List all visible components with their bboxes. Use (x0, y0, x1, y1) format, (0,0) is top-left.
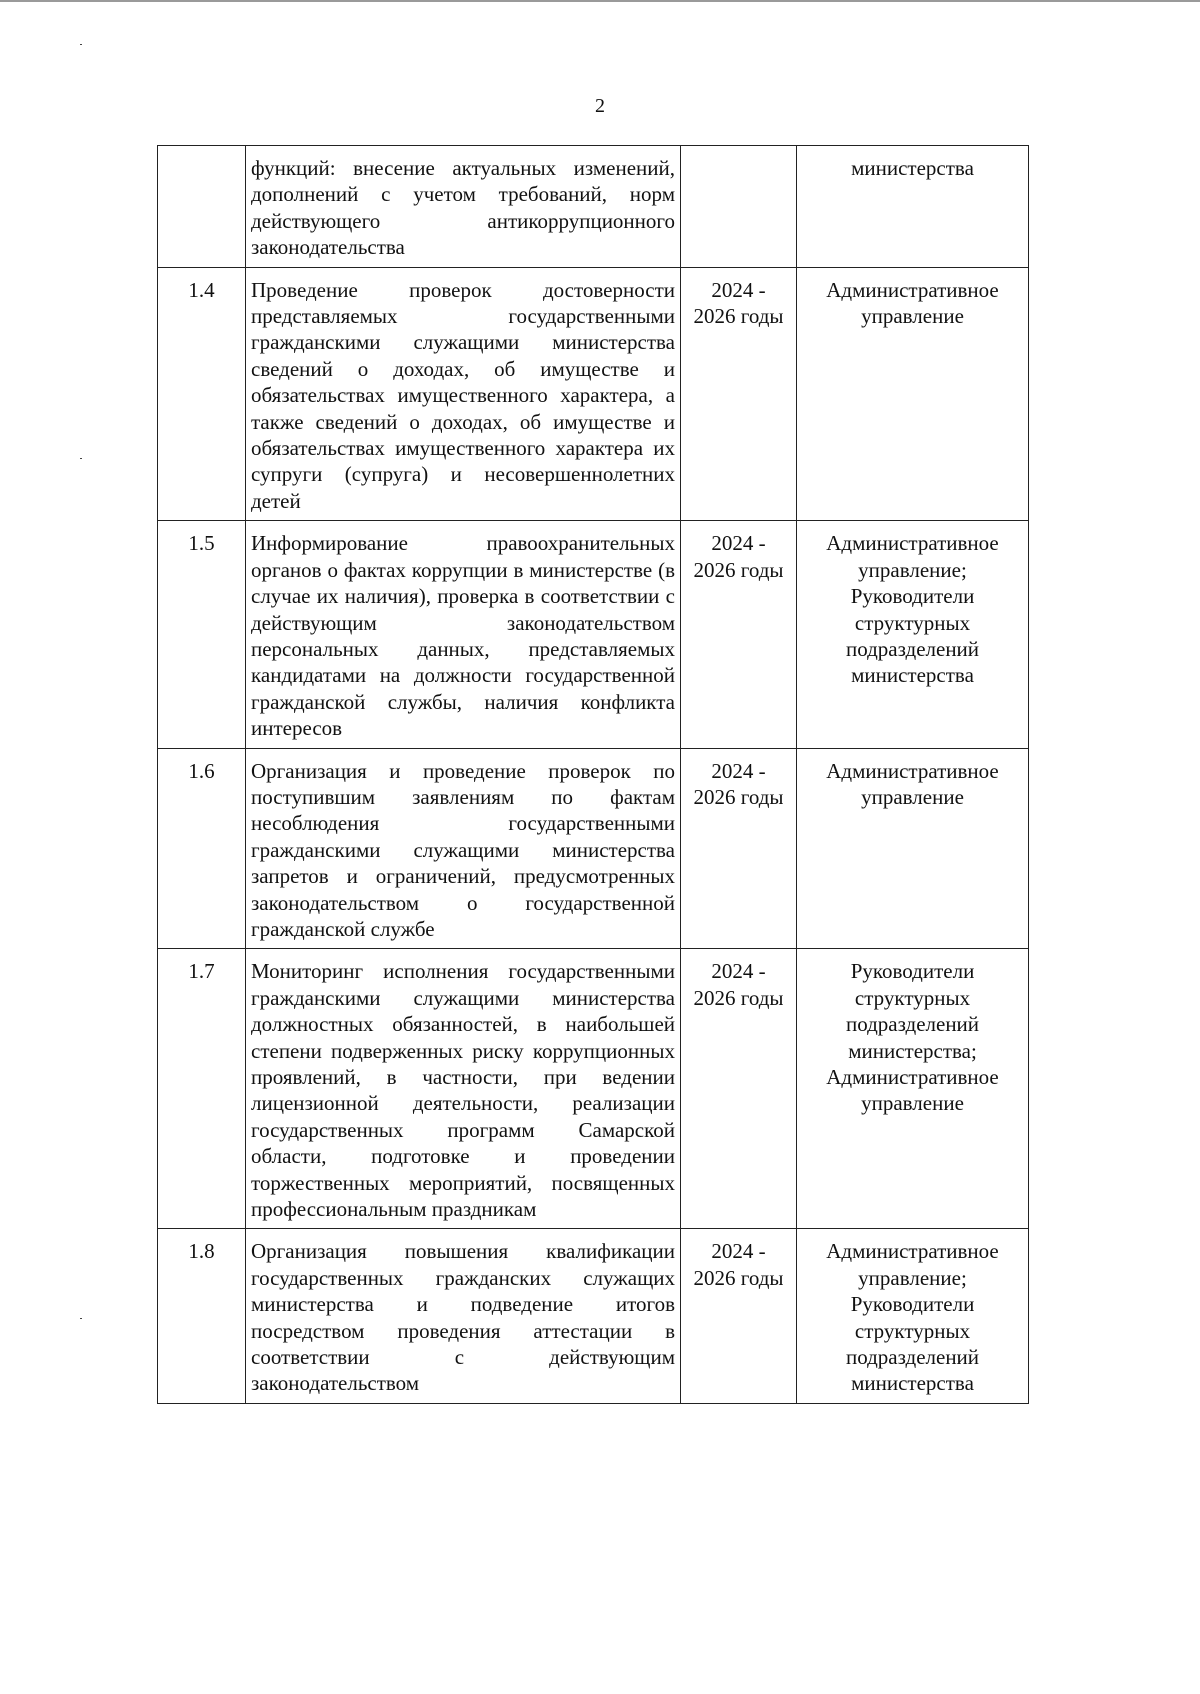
table-row (158, 146, 1029, 268)
scan-speck (80, 1318, 82, 1319)
responsible-line: Административное (826, 531, 999, 556)
responsible-cell (797, 748, 1029, 949)
term-line: 2026 годы (693, 304, 784, 329)
measure-description: Проведение проверок достоверности представляемых государственными гражданскими служащими министерства сведений о доходах, об имуществе и обязательствах имущественного характера, а также сведений о доходах, об имуществе и обязательствах имущественного характера их супруги (супруга) и несовершеннолетних детей (246, 267, 681, 521)
term-line: 2024 - (711, 959, 766, 984)
measure-description: Информирование правоохранительных органов о фактах коррупции в министерстве (в случае их наличия), проверка в соответствии с действующим законодательством персональных данных, представляемых кандидатами на должности государственной гражданской службы, наличия конфликта интересов (246, 521, 681, 748)
term-line: 2026 годы (693, 1265, 784, 1290)
measure-description: Организация повышения квалификации государственных гражданских служащих министерства и подведение итогов посредством проведения аттестации в соответствии с действующим законодательством (246, 1229, 681, 1403)
responsible-cell (797, 521, 1029, 748)
term-cell (681, 748, 797, 949)
table-row (158, 267, 1029, 521)
responsible-line: управление; (858, 557, 967, 582)
term-line: 2026 годы (693, 784, 784, 809)
measure-description: Организация и проведение проверок по поступившим заявлениям по фактам несоблюдения государственными гражданскими служащими министерства запретов и ограничений, предусмотренных законодательством о государственной гражданской службе (246, 748, 681, 949)
term-line: 2024 - (711, 531, 766, 556)
responsible-line: управление (861, 784, 964, 809)
table-row (158, 1229, 1029, 1403)
item-number: 1.5 (158, 521, 246, 748)
responsible-line: подразделений (845, 1012, 980, 1037)
item-number: 1.4 (158, 267, 246, 521)
responsible-line: управление (861, 304, 964, 329)
item-number: 1.6 (158, 748, 246, 949)
responsible-line: министерства (851, 156, 974, 180)
responsible-line: подразделений (845, 1345, 980, 1370)
measure-description: Мониторинг исполнения государственными гражданскими служащими министерства должностных обязанностей, в наибольшей степени подверженных риску коррупционных проявлений, в частности, при ведении лицензионной деятельности, реализации государственных программ Самарской области, подготовке и проведении торжественных мероприятий, посвященных профессиональным праздникам (246, 949, 681, 1229)
responsible-line: Руководители (850, 584, 975, 609)
responsible-line: Административное (826, 1065, 999, 1089)
responsible-line: Административное (826, 277, 999, 302)
item-number: 1.7 (158, 949, 246, 1229)
table-row (158, 521, 1029, 748)
item-number: 1.8 (158, 1229, 246, 1403)
responsible-line: министерства; (848, 1038, 977, 1063)
measure-description: функций: внесение актуальных изменений, дополнений с учетом требований, норм действующего антикоррупционного законодательства (246, 146, 681, 268)
responsible-cell (797, 146, 1029, 268)
term-cell (681, 146, 797, 268)
responsible-line: Руководители (850, 1292, 975, 1317)
item-number (158, 146, 246, 268)
responsible-line: управление; (858, 1265, 967, 1290)
scan-border (0, 0, 1200, 2)
responsible-line: структурных (854, 610, 971, 635)
responsible-line: министерства (851, 1371, 974, 1396)
term-cell (681, 949, 797, 1229)
responsible-line: Административное (826, 1239, 999, 1264)
responsible-line: подразделений (845, 636, 980, 661)
scan-speck (80, 458, 82, 459)
responsible-line: Руководители (850, 959, 975, 984)
table-row (158, 949, 1029, 1229)
responsible-line: министерства (851, 663, 974, 688)
scan-speck (80, 44, 82, 45)
term-line: 2024 - (711, 758, 766, 783)
term-line: 2026 годы (693, 985, 784, 1010)
term-line: 2026 годы (693, 557, 784, 582)
responsible-line: структурных (854, 1318, 971, 1343)
responsible-line: структурных (854, 985, 971, 1010)
responsible-line: Административное (826, 758, 999, 783)
responsible-cell (797, 949, 1029, 1229)
table-row (158, 748, 1029, 949)
term-cell (681, 1229, 797, 1403)
responsible-cell (797, 267, 1029, 521)
term-line: 2024 - (711, 1239, 766, 1264)
term-cell (681, 521, 797, 748)
page-number: 2 (595, 95, 605, 117)
term-cell (681, 267, 797, 521)
measures-table (157, 145, 1029, 1404)
responsible-line: управление (861, 1091, 964, 1116)
term-line: 2024 - (711, 277, 766, 302)
responsible-cell (797, 1229, 1029, 1403)
